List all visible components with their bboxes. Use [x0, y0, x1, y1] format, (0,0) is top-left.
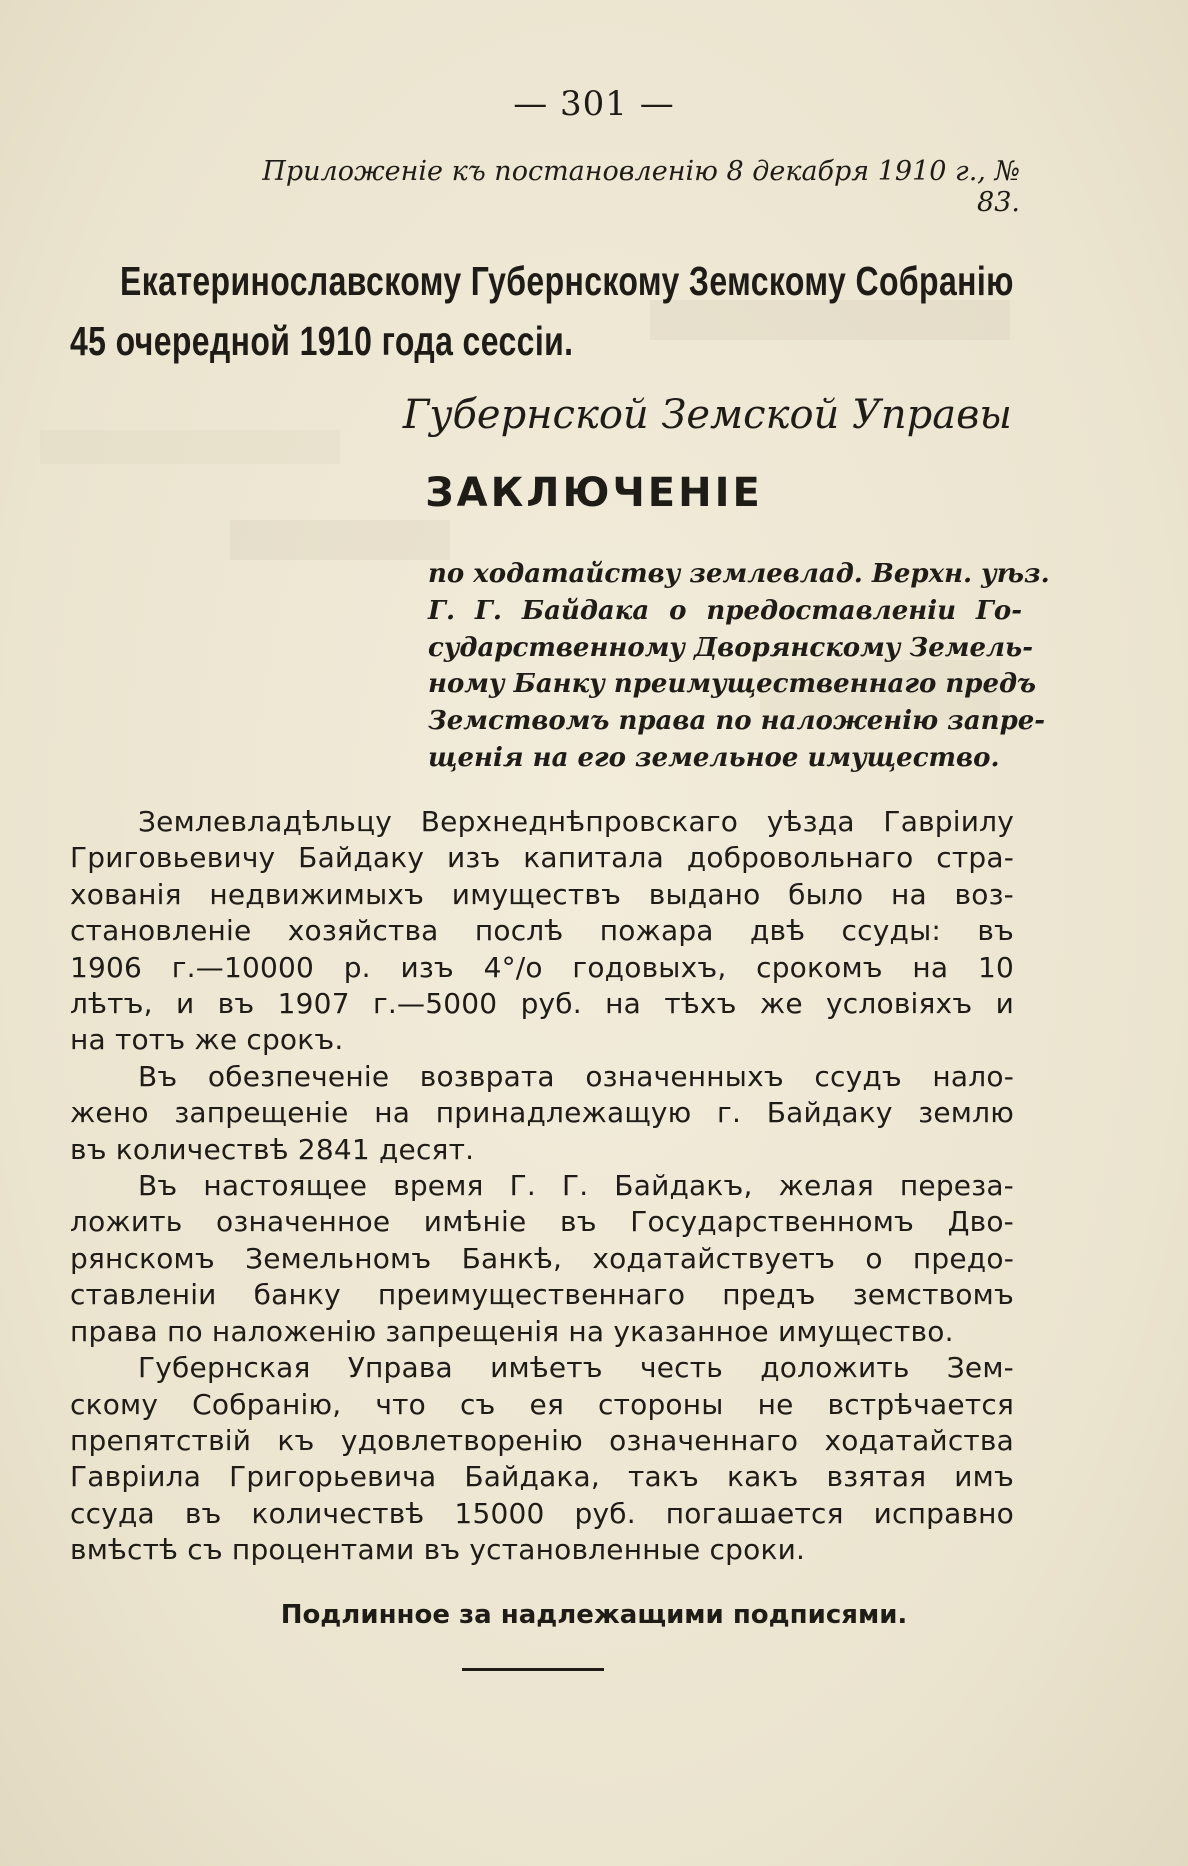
body-line: Землевладѣльцу Верхнеднѣпровскаго уѣзда Гаврiилу: [138, 805, 1014, 838]
paragraph-2: [70, 1059, 1014, 1168]
body-line: права по наложенiю запрещенiя на указанное имущество.: [70, 1314, 954, 1348]
body-line: Григовьевичу Байдаку изъ капитала добровольнаго стра-: [70, 841, 1014, 875]
body-line: жено запрещенiе на принадлежащую г. Байдаку землю: [70, 1096, 1014, 1130]
appendix-note: Приложенiе къ постановленiю 8 декабря 1910 г., № 83.: [262, 156, 1020, 218]
heading-line-1-text: Екатеринославскому Губернскому Земскому Собранiю: [120, 258, 1014, 304]
heading-line-2: [70, 318, 806, 365]
subject-line: Г. Г. Байдака о предоставленiи Го-: [428, 595, 1022, 626]
subject-line: сударственному Дворянскому Земель-: [428, 632, 1033, 663]
body-line: препятствiй къ удовлетворенiю означеннаго ходатайства: [70, 1423, 1014, 1457]
closing-rule: [462, 1668, 604, 1671]
paragraph-4: [70, 1350, 1014, 1568]
page-number: — 301 —: [513, 84, 675, 124]
body-line: скому Собранiю, что съ ея стороны не встрѣчается: [70, 1387, 1014, 1421]
paragraph-1: [70, 804, 1014, 1059]
body-line: Въ обезпеченiе возврата означенныхъ ссудъ нало-: [138, 1059, 1014, 1093]
subheading: Губернской Земской Управы: [402, 392, 1012, 438]
body-text: [70, 804, 1014, 1569]
body-line: въ количествѣ 2841 десят.: [70, 1132, 475, 1166]
body-line: становленiе хозяйства послѣ пожара двѣ ссуды: въ: [70, 914, 1014, 948]
subject-line: Земствомъ права по наложенiю запре-: [428, 706, 1046, 737]
body-line: 1906 г.—10000 р. изъ 4°/о годовыхъ, срокомъ на 10: [70, 950, 1014, 984]
heading-line-1: [70, 258, 1014, 305]
body-line: хованiя недвижимыхъ имуществъ выдано было на воз-: [70, 877, 1014, 911]
body-line: вмѣстѣ съ процентами въ установленные сроки.: [70, 1533, 806, 1567]
heading-line-2-text: 45 очередной 1910 года сессiи.: [70, 318, 574, 364]
body-line: Гаврiила Григорьевича Байдака, такъ какъ взятая имъ: [70, 1460, 1014, 1494]
body-line: ложить означенное имѣнiе въ Государственномъ Дво-: [70, 1205, 1014, 1239]
subject-block: [428, 556, 1050, 777]
body-line: Въ настоящее время Г. Г. Байдакъ, желая переза-: [138, 1169, 1014, 1203]
body-line: ставленiи банку преимущественнаго предъ земствомъ: [70, 1278, 1014, 1312]
body-line: Губернская Управа имѣетъ честь доложить Зем-: [138, 1351, 1014, 1385]
body-line: рянскомъ Земельномъ Банкѣ, ходатайствуетъ о предо-: [70, 1241, 1014, 1275]
subject-line: ному Банку преимущественнаго предъ: [428, 669, 1037, 700]
body-line: ссуда въ количествѣ 15000 руб. погашается исправно: [70, 1496, 1014, 1530]
subject-line: по ходатайству землевлад. Верхн. уѣз.: [428, 559, 1050, 589]
subject-line: щенiя на его земельное имущество.: [428, 742, 1000, 773]
document-title: ЗАКЛЮЧЕНIЕ: [425, 470, 763, 516]
body-line: лѣтъ, и въ 1907 г.—5000 руб. на тѣхъ же условiяхъ и: [70, 987, 1014, 1021]
body-line: на тотъ же срокъ.: [70, 1023, 344, 1057]
paragraph-3: [70, 1168, 1014, 1350]
signature-note: Подлинное за надлежащими подписями.: [280, 1600, 908, 1630]
